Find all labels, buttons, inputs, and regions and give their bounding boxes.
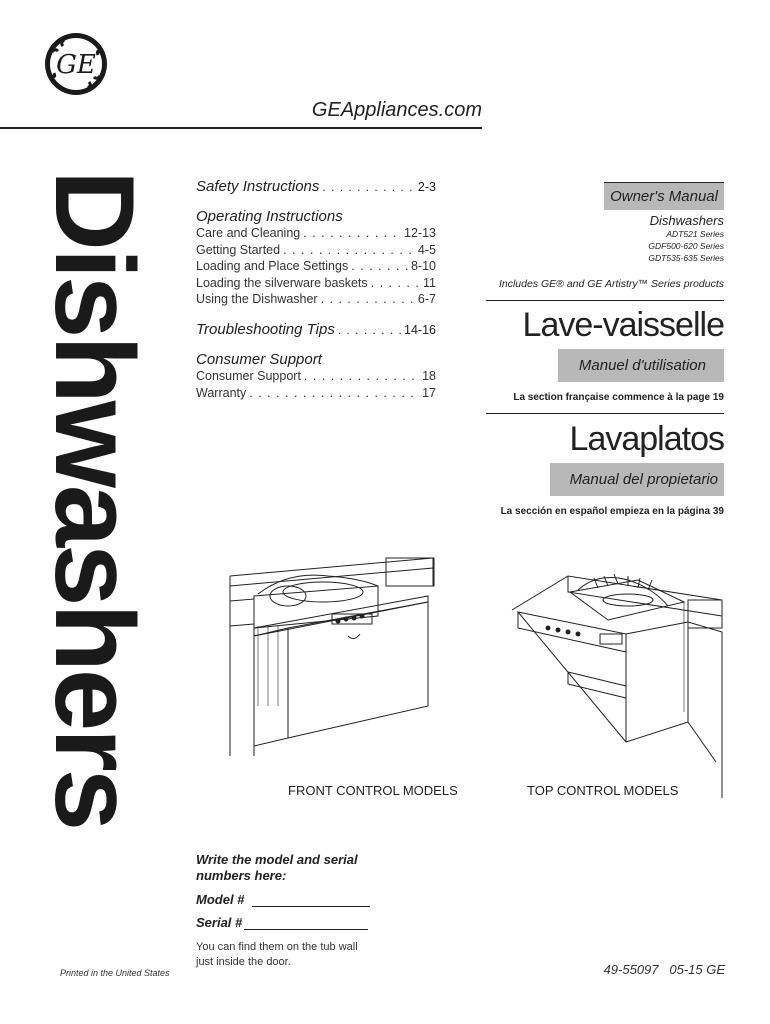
- top-control-illustration: [508, 562, 724, 798]
- vertical-title: Dishwashers: [32, 170, 157, 828]
- spanish-note: La sección en español empieza en la página 39: [500, 506, 724, 517]
- toc-item[interactable]: Loading the silverware baskets . . . 11: [196, 275, 436, 292]
- toc-item[interactable]: Loading and Place Settings . . . 8-10: [196, 258, 436, 275]
- table-of-contents: [196, 178, 436, 414]
- top-rule: [0, 127, 482, 129]
- french-block: [486, 306, 724, 414]
- front-control-caption: FRONT CONTROL MODELS: [288, 783, 458, 798]
- toc-item[interactable]: Warranty . . . 17: [196, 385, 436, 402]
- french-title: Lave-vaisselle: [522, 306, 724, 344]
- serial-number-field[interactable]: [244, 915, 368, 930]
- toc-troubleshooting[interactable]: [196, 321, 436, 338]
- website-link[interactable]: GEAppliances.com: [311, 99, 482, 121]
- toc-safety-title: Safety Instructions: [196, 178, 320, 195]
- top-control-caption: TOP CONTROL MODELS: [527, 783, 679, 798]
- owners-manual-label: Owner's Manual: [604, 183, 724, 210]
- toc-safety-pages: 2-3: [417, 180, 436, 194]
- ge-logo-text: GE: [56, 50, 96, 80]
- serial-label: Serial #: [196, 915, 243, 930]
- spanish-block: [486, 420, 724, 517]
- toc-item[interactable]: Care and Cleaning . . . 12-13: [196, 225, 436, 242]
- front-control-illustration: [228, 556, 438, 776]
- series-item: GDT535-635 Series: [648, 253, 724, 263]
- printed-in-note: Printed in the United States: [60, 968, 170, 978]
- french-manual-label: Manuel d'utilisation: [558, 349, 724, 382]
- model-number-field[interactable]: [252, 892, 370, 907]
- model-serial-note: You can find them on the tub wall just inside the door.: [196, 941, 358, 968]
- series-item: GDF500-620 Series: [648, 241, 724, 251]
- french-note: La section française commence à la page 19: [513, 392, 724, 403]
- owners-manual-block: [486, 182, 724, 301]
- toc-item[interactable]: Getting Started . . . 4-5: [196, 242, 436, 259]
- document-number: 49-55097 05-15 GE: [603, 962, 725, 977]
- includes-note: Includes GE® and GE Artistry™ Series products: [498, 278, 724, 290]
- toc-safety[interactable]: [196, 178, 436, 195]
- model-label: Model #: [196, 892, 245, 907]
- model-serial-block: [196, 852, 386, 970]
- ge-logo: [44, 32, 108, 96]
- toc-operating-title: Operating Instructions: [196, 208, 343, 225]
- toc-item[interactable]: Consumer Support . . . 18: [196, 368, 436, 385]
- model-serial-heading: Write the model and serial numbers here:: [196, 852, 358, 883]
- toc-item[interactable]: Using the Dishwasher . . . 6-7: [196, 291, 436, 308]
- spanish-title: Lavaplatos: [569, 420, 724, 458]
- toc-consumer-title: Consumer Support: [196, 350, 322, 368]
- toc-troubleshooting-pages: 14-16: [404, 322, 436, 337]
- series-item: ADT521 Series: [666, 229, 724, 239]
- toc-troubleshooting-title: Troubleshooting Tips: [196, 320, 335, 338]
- spanish-manual-label: Manual del propietario: [550, 463, 724, 496]
- product-name: Dishwashers: [649, 213, 724, 228]
